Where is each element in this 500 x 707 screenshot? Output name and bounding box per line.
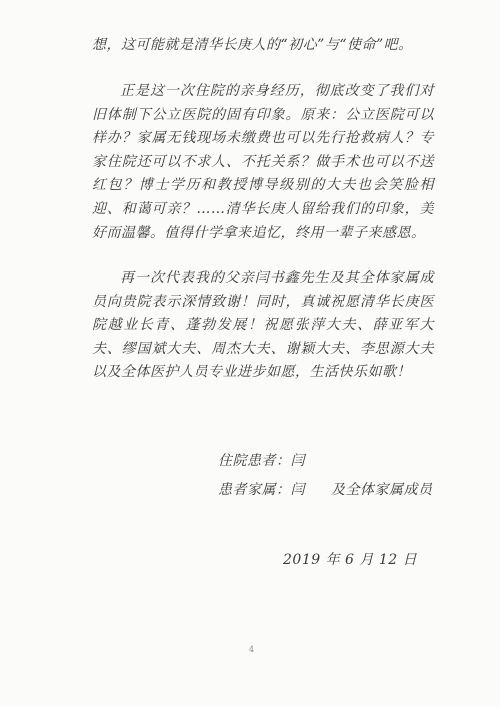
paragraph-1: 想，这可能就是清华长庚人的“初心”与“使命”吧。 bbox=[92, 37, 413, 53]
signature-family bbox=[218, 479, 433, 499]
page-number: 4 bbox=[249, 645, 255, 654]
signature-family-text: 患者家属：闫 bbox=[218, 482, 305, 498]
paragraph-3: 再一次代表我的父亲闫书鑫先生及其全体家属成员向贵院表示深情致谢！同时，真诚祝愿清华长庚医院越业长青、蓬勃发展！祝愿张萍大夫、薛亚军大夫、缪国斌大夫、周杰大夫、谢颖大夫、李思源大夫以及全体医护人员专业进步如愿，生活快乐如歌！ bbox=[92, 270, 434, 381]
letter-date: 2019 年 6 月 12 日 bbox=[283, 552, 418, 568]
signature-family-suffix: 及全体家属成员 bbox=[331, 482, 433, 498]
signature-patient bbox=[218, 450, 305, 470]
signature-patient-text: 住院患者：闫 bbox=[218, 453, 305, 469]
paragraph-2: 正是这一次住院的亲身经历，彻底改变了我们对旧体制下公立医院的固有印象。原来：公立医院可以样办？家属无钱现场未缴费也可以先行抢救病人？专家住院还可以不求人、不托关系？做手术也可以不送红包？博士学历和教授博导级别的大夫也会笑脸相迎、和蔼可亲？……清华长庚人留给我们的印象，美好而温馨。值得什学拿来追忆，终用一辈子来感恩。 bbox=[92, 83, 434, 241]
